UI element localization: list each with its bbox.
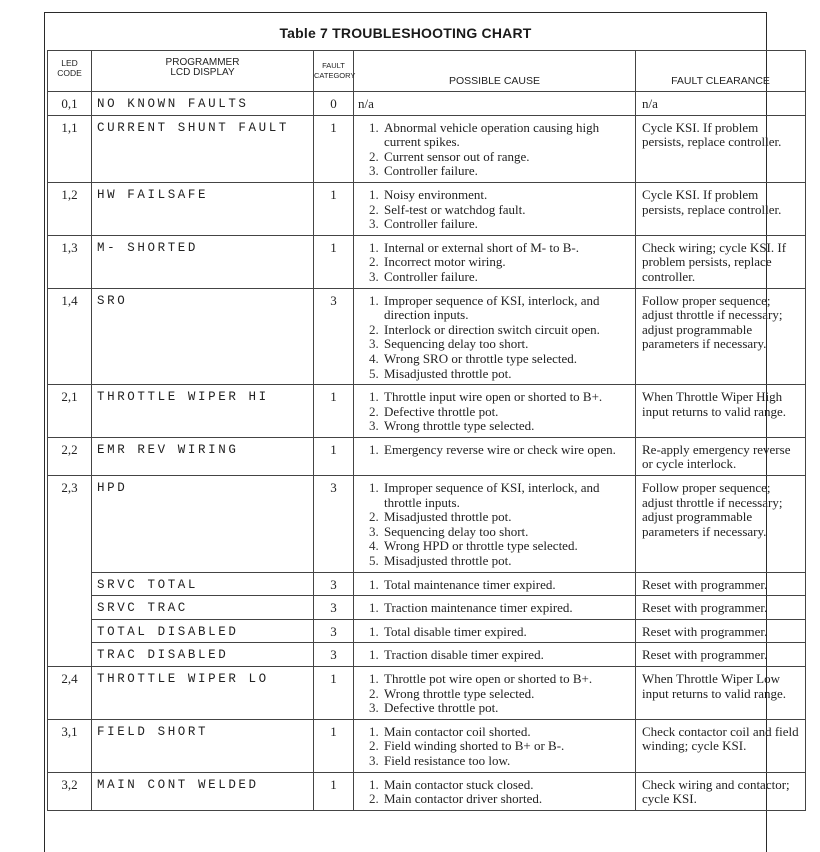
cause-item: 3. Controller failure. [382,270,631,285]
led-code: 2,3 [48,476,92,573]
cause-item: 1. Improper sequence of KSI, interlock, and direction inputs. [382,294,631,323]
table-row [48,643,806,667]
cause-list [358,725,631,769]
table-title: Table 7 TROUBLESHOOTING CHART [279,25,532,41]
table-row [48,619,806,643]
lcd-display-text: HW FAILSAFE [92,182,314,235]
table-row [48,772,806,810]
fault-category: 3 [314,288,354,385]
cause-item: 4. Wrong HPD or throttle type selected. [382,539,631,554]
cause-item: 2. Self-test or watchdog fault. [382,203,631,218]
possible-cause [354,667,636,720]
cause-item: 1. Total maintenance timer expired. [382,578,631,593]
table-row [48,719,806,772]
cause-item: 2. Incorrect motor wiring. [382,255,631,270]
led-code: 1,1 [48,115,92,182]
troubleshooting-table [47,50,806,811]
led-code: 2,4 [48,667,92,720]
possible-cause [354,235,636,288]
led-code: 3,2 [48,772,92,810]
table-row [48,572,806,596]
fault-category: 3 [314,476,354,573]
cause-item: 1. Main contactor coil shorted. [382,725,631,740]
led-code [48,596,92,620]
possible-cause [354,596,636,620]
fault-category: 3 [314,619,354,643]
cause-item: 1. Main contactor stuck closed. [382,778,631,793]
cause-item: 1. Traction maintenance timer expired. [382,601,631,616]
cause-item: 2. Interlock or direction switch circuit open. [382,323,631,338]
cause-item: 1. Internal or external short of M- to B-. [382,241,631,256]
cause-item: 2. Field winding shorted to B+ or B-. [382,739,631,754]
table-row [48,235,806,288]
cause-item: 1. Throttle pot wire open or shorted to B+. [382,672,631,687]
cause-item: 3. Wrong throttle type selected. [382,419,631,434]
header-led-code: LED CODE [48,51,92,92]
cause-list [358,443,631,458]
possible-cause [354,476,636,573]
possible-cause [354,288,636,385]
cause-item: 3. Controller failure. [382,217,631,232]
cause-item: 1. Traction disable timer expired. [382,648,631,663]
cause-list [358,601,631,616]
fault-category: 1 [314,115,354,182]
table-row [48,182,806,235]
lcd-display-text: SRVC TOTAL [92,572,314,596]
fault-clearance: Check wiring; cycle KSI. If problem persists, replace controller. [636,235,806,288]
cause-item: 4. Wrong SRO or throttle type selected. [382,352,631,367]
fault-category: 1 [314,385,354,438]
fault-category: 3 [314,572,354,596]
fault-clearance: Reset with programmer. [636,572,806,596]
cause-item: 3. Field resistance too low. [382,754,631,769]
cause-item: 3. Sequencing delay too short. [382,337,631,352]
cause-list [358,625,631,640]
cause-item: 2. Main contactor driver shorted. [382,792,631,807]
possible-cause [354,182,636,235]
table-row [48,115,806,182]
fault-category: 1 [314,182,354,235]
cause-list [358,121,631,179]
fault-clearance: Reset with programmer. [636,643,806,667]
possible-cause [354,385,636,438]
header-lcd-display: PROGRAMMER LCD DISPLAY [92,51,314,92]
fault-category: 0 [314,92,354,116]
lcd-display-text: TRAC DISABLED [92,643,314,667]
table-row [48,667,806,720]
lcd-display-text: SRVC TRAC [92,596,314,620]
possible-cause [354,719,636,772]
fault-category: 1 [314,667,354,720]
fault-clearance: Cycle KSI. If problem persists, replace controller. [636,182,806,235]
cause-item: 1. Total disable timer expired. [382,625,631,640]
header-fault-clearance: FAULT CLEARANCE [636,51,806,92]
fault-clearance: When Throttle Wiper Low input returns to valid range. [636,667,806,720]
header-row [48,51,806,92]
led-code: 3,1 [48,719,92,772]
fault-clearance: Cycle KSI. If problem persists, replace controller. [636,115,806,182]
lcd-display-text: SRO [92,288,314,385]
fault-clearance: Check wiring and contactor; cycle KSI. [636,772,806,810]
possible-cause [354,643,636,667]
fault-clearance: When Throttle Wiper High input returns to valid range. [636,385,806,438]
cause-list [358,672,631,716]
cause-list [358,241,631,285]
table-row [48,437,806,475]
fault-category: 1 [314,719,354,772]
header-possible-cause: POSSIBLE CAUSE [354,51,636,92]
possible-cause [354,437,636,475]
lcd-display-text: NO KNOWN FAULTS [92,92,314,116]
cause-item: 1. Throttle input wire open or shorted to B+. [382,390,631,405]
cause-item: 3. Sequencing delay too short. [382,525,631,540]
troubleshooting-chart [44,12,799,852]
cause-item: 2. Misadjusted throttle pot. [382,510,631,525]
led-code: 2,1 [48,385,92,438]
cause-item: 1. Improper sequence of KSI, interlock, and throttle inputs. [382,481,631,510]
led-code [48,572,92,596]
fault-clearance: Reset with programmer. [636,619,806,643]
cause-item: 5. Misadjusted throttle pot. [382,554,631,569]
cause-item: 3. Defective throttle pot. [382,701,631,716]
cause-item: 2. Defective throttle pot. [382,405,631,420]
possible-cause: n/a [354,92,636,116]
cause-list [358,188,631,232]
cause-list [358,294,631,382]
cause-item: 1. Noisy environment. [382,188,631,203]
cause-list [358,390,631,434]
fault-clearance: Follow proper sequence; adjust throttle if necessary; adjust programmable parameters if necessary. [636,288,806,385]
cause-list [358,578,631,593]
cause-list [358,778,631,807]
possible-cause [354,115,636,182]
lcd-display-text: EMR REV WIRING [92,437,314,475]
table-row [48,92,806,116]
lcd-display-text: THROTTLE WIPER HI [92,385,314,438]
led-code [48,643,92,667]
led-code: 1,2 [48,182,92,235]
fault-category: 3 [314,643,354,667]
led-code: 0,1 [48,92,92,116]
lcd-display-text: MAIN CONT WELDED [92,772,314,810]
cause-item: 5. Misadjusted throttle pot. [382,367,631,382]
cause-item: 1. Emergency reverse wire or check wire open. [382,443,631,458]
fault-category: 1 [314,772,354,810]
cause-list [358,648,631,663]
fault-clearance: n/a [636,92,806,116]
table-row [48,288,806,385]
fault-clearance: Reset with programmer. [636,596,806,620]
lcd-display-text: CURRENT SHUNT FAULT [92,115,314,182]
fault-category: 3 [314,596,354,620]
header-fault-category: FAULT CATEGORY [314,51,354,92]
lcd-display-text: THROTTLE WIPER LO [92,667,314,720]
cause-item: 1. Abnormal vehicle operation causing high current spikes. [382,121,631,150]
led-code [48,619,92,643]
cause-list [358,481,631,569]
cause-item: 2. Current sensor out of range. [382,150,631,165]
led-code: 2,2 [48,437,92,475]
lcd-display-text: M- SHORTED [92,235,314,288]
table-row [48,476,806,573]
lcd-display-text: FIELD SHORT [92,719,314,772]
cause-item: 2. Wrong throttle type selected. [382,687,631,702]
fault-category: 1 [314,235,354,288]
fault-clearance: Re-apply emergency reverse or cycle interlock. [636,437,806,475]
fault-clearance: Check contactor coil and field winding; cycle KSI. [636,719,806,772]
fault-clearance: Follow proper sequence; adjust throttle if necessary; adjust programmable parameters if necessary. [636,476,806,573]
possible-cause [354,572,636,596]
possible-cause [354,619,636,643]
fault-category: 1 [314,437,354,475]
led-code: 1,3 [48,235,92,288]
lcd-display-text: HPD [92,476,314,573]
possible-cause [354,772,636,810]
table-row [48,385,806,438]
cause-item: 3. Controller failure. [382,164,631,179]
table-row [48,596,806,620]
led-code: 1,4 [48,288,92,385]
lcd-display-text: TOTAL DISABLED [92,619,314,643]
